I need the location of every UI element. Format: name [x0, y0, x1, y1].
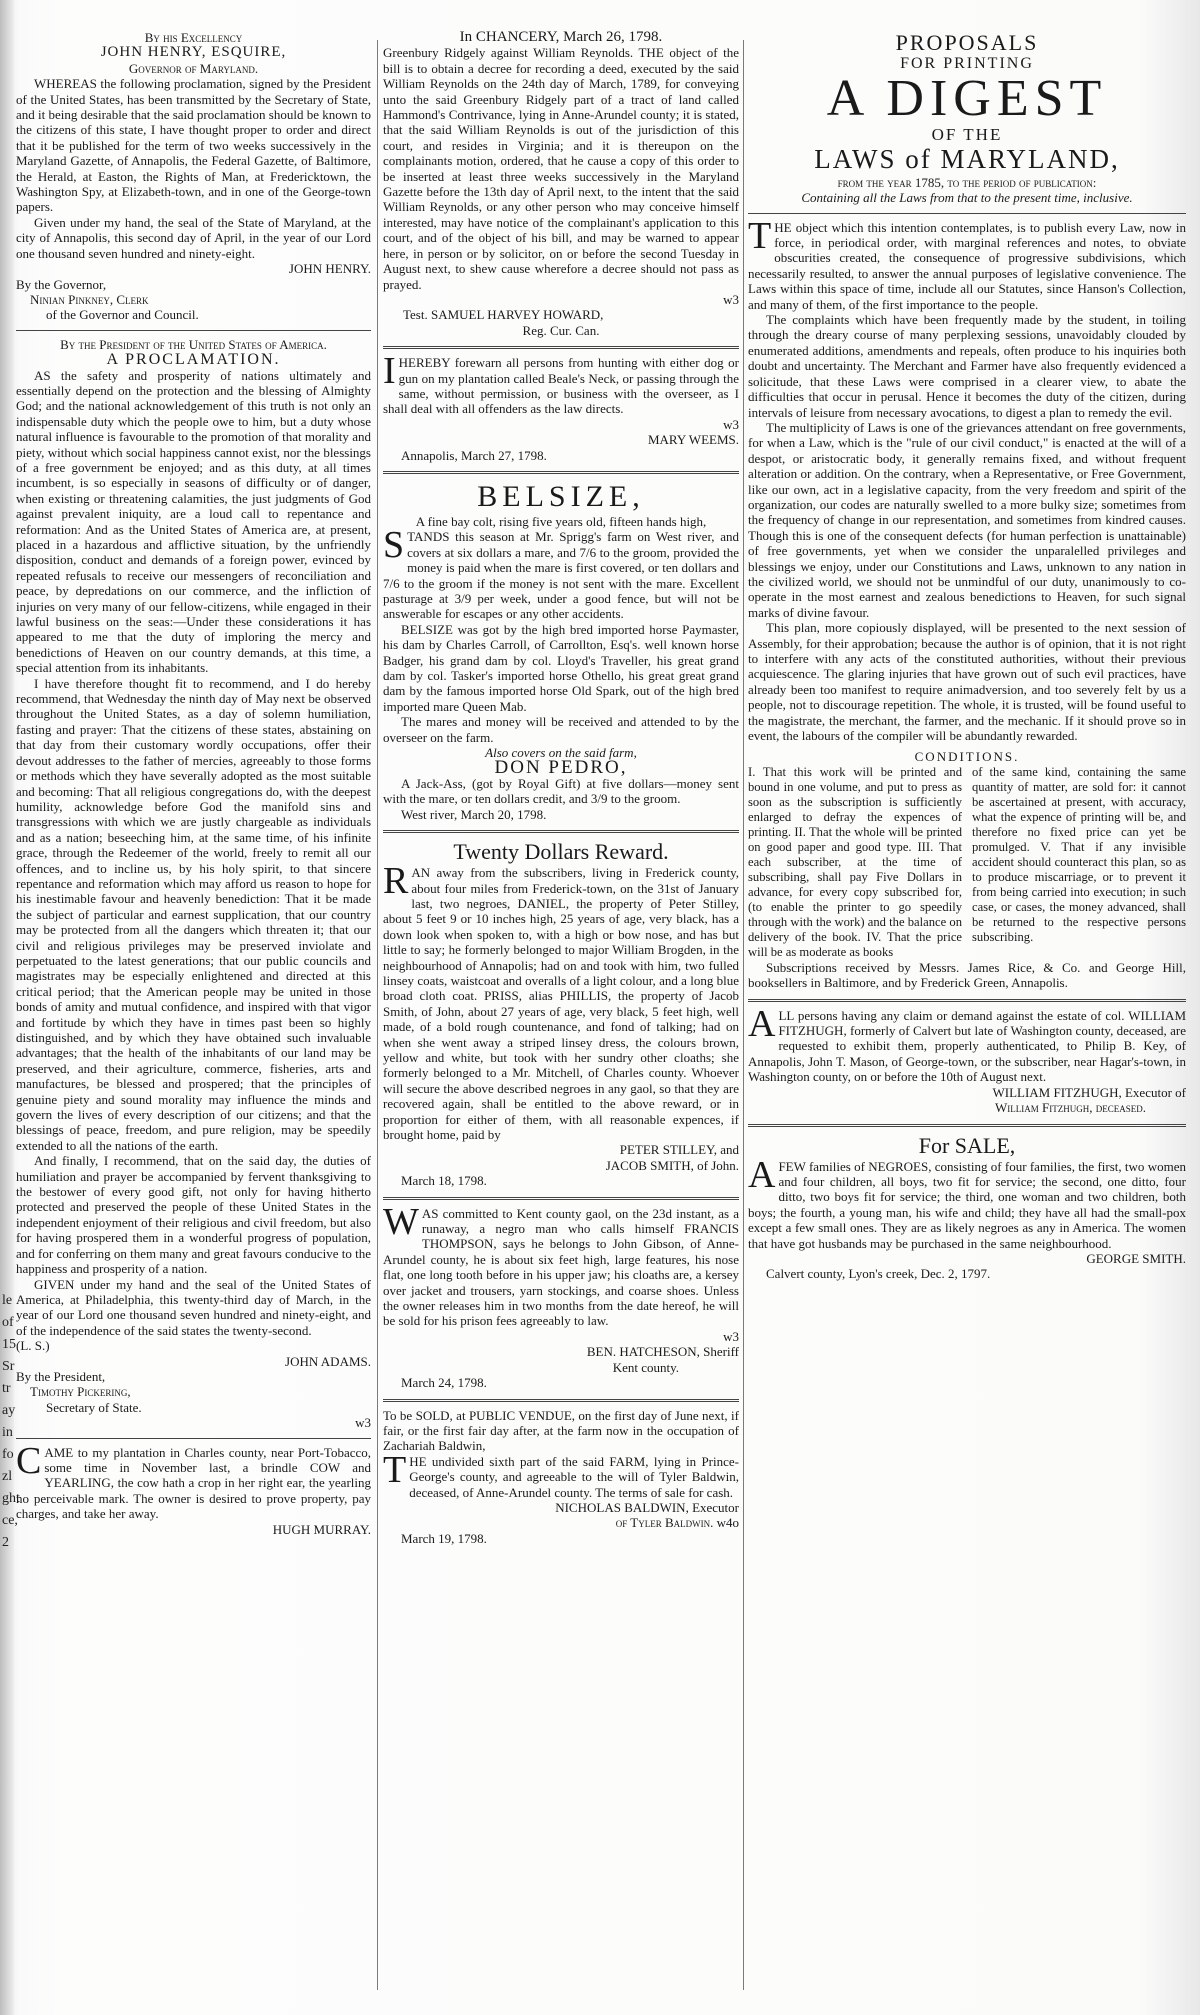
- conditions-left: I. That this work will be printed and bound in one volume, and put to press as soon as the subscription is sufficiently enlarged to defray the expences of printing. II. That the whole will be printed on good paper and good type. III. That each subscriber, at the time of subscribing, shall pay Five Dollars in advance, for every copy subscribed for, (to enable the printer to go speedily through with the work) and the balance on delivery of the book. IV. That the price will be as moderate as books: [748, 764, 962, 959]
- divider: [383, 346, 739, 349]
- paragraph: I have therefore thought fit to recommend, and I do hereby recommend, that Wednesday the ninth day of May next be observed throughout the United States, as a day of solemn humiliation, fasting and prayer: That the citizens of these states, abstaining on that day from their customary wordly occupations, offer their devout addresses to the father of mercies, agreeably to those forms or methods which they have severally adopted as the most suitable and becoming: That all religious congregations do, with the deepest humility, acknowledge before God the manifold sins and transgressions with which we are justly chargeable as individuals and as a nation; beseeching him, at the same time, of his infinite grace, through the Redeemer of the world, freely to remit all our offences, and to incline us, by his holy spirit, to that sincere repentance and reformation which may afford us reason to hope for his inestimable favour and heavenly benediction: That it be made the subject of particular and earnest supplication, that our country may be protected from all the dangers which threaten it; that our civil and religious privileges may be preserved inviolate and perpetuated to the latest generations; that our public councils and magistrates may be especially enlightened and directed at this critical period; that the American people may be united in those bonds of amity and mutual confidence, and inspired with that vigor and fortitude by which they have in times past been so highly distinguished, and by which they have obtained such invaluable advantages; that the health of the inhabitants of our land may be preserved, and their agriculture, commerce, fisheries, arts and manufactures, be blessed and prospered; that the principles of genuine piety and sound morality may influence the minds and govern the lives of every description of our citizens; and that the blessings of peace, freedom, and pure religion, may be speedily extended to all the nations of the earth.: [16, 675, 371, 1153]
- conditions-title: CONDITIONS.: [914, 749, 1020, 765]
- column-2: [383, 30, 739, 1546]
- also-line: Also covers on the said farm,: [485, 745, 637, 761]
- signature: MARY WEEMS.: [647, 432, 739, 448]
- ad-subtitle: A fine bay colt, rising five years old, fifteen hands high,: [415, 513, 707, 529]
- reward-notice: [383, 839, 739, 1189]
- signature: GEORGE SMITH.: [1086, 1250, 1186, 1266]
- divider: [16, 330, 371, 331]
- period-line: from the year 1785, to the period of publication:: [837, 174, 1097, 190]
- maryland-proclamation: [16, 30, 371, 323]
- printer-mark: w3: [723, 291, 739, 307]
- notice-body: CAME to my plantation in Charles county, near Port-Tobacco, some time in November last, a brindle COW and YEARLING, the cow hath a crop in her right ear, the yearling no perceivable mark. The owner is desired to prove property, pay charges, and take her away.: [16, 1439, 371, 1522]
- divider: [383, 1399, 739, 1402]
- attest-line: Secretary of State.: [46, 1399, 142, 1415]
- vendue-notice: [383, 1408, 739, 1547]
- divider: [748, 1124, 1186, 1127]
- printer-mark: w3: [355, 1415, 371, 1431]
- notice-body: AFEW families of NEGROES, consisting of four families, the first, two women and four children, all boys, two fit for service; the second, one ditto, four ditto, two boys fit for service; the third, one woman and two children, both boys; the fourth, a young man, his wife and child; they have all had the small-pox except a few small ones. They are as likely negroes as any in America. The women that have got husbands may be purchased in the same neighbourhood.: [748, 1153, 1186, 1251]
- signature: PETER STILLEY, and: [619, 1142, 739, 1158]
- proclamation-title: A PROCLAMATION.: [106, 351, 281, 369]
- signature: William Fitzhugh, deceased.: [995, 1100, 1146, 1116]
- laws-title: LAWS of MARYLAND,: [814, 143, 1120, 174]
- governor-name: JOHN HENRY, ESQUIRE,: [100, 44, 287, 61]
- signature: JOHN HENRY.: [288, 261, 371, 277]
- conditions-right: of the same kind, containing the same quantity of matter, are sold for: it cannot be ascertained at present, with accuracy, what the expence of printing will be, and therefore no fixed price can yet be promulged. V. That if any invisible accident should counteract this plan, so as to produce miscarriage, or to prevent it from being carried into execution; in such case, or cases, the money advanced, shall be returned to the respective persons subscribing.: [972, 764, 1186, 944]
- weems-notice: [383, 350, 739, 463]
- proclamation-body: WHEREAS the following proclamation, signed by the President of the United States, has been transmitted by the Secretary of State, and it being desirable that the said proclamation should be known to the citizens of this state, I have thought proper to order and direct that it be published for the term of two weeks successively in the Maryland Gazette, of Annapolis, the Federal Gazette, of Baltimore, the Herald, at Easton, the Rights of Man, at Fredericktown, the Washington Spy, at Elizabeth-town, and in one of the George-town papers.: [16, 76, 371, 215]
- paragraph: A Jack-Ass, (got by Royal Gift) at five dollars—money sent with the mare, or ten dollars credit, and 3/9 to the groom.: [383, 775, 739, 807]
- stray-cow-notice: [16, 1439, 371, 1537]
- test-label: Test.: [403, 307, 428, 323]
- signature: NICHOLAS BALDWIN, Executor: [555, 1499, 739, 1515]
- signature: SAMUEL HARVEY HOWARD,: [430, 307, 604, 323]
- paragraph: The mares and money will be received and attended to by the overseer on the farm.: [383, 714, 739, 745]
- proposals-subtitle: FOR PRINTING: [900, 55, 1034, 72]
- pedro-title: DON PEDRO,: [494, 757, 628, 779]
- printer-mark: w4o: [716, 1515, 739, 1531]
- notice-body: WAS committed to Kent county gaol, on the 23d instant, as a runaway, a negro man who calls himself FRANCIS THOMPSON, says he belongs to John Gibson, of Anne-Arundel county, he is about six feet high, large features, his nose flat, one long tooth before in his upper jaw; his cloaths are, a kersey over jacket and trousers, yarn stockings, and coarse shoes. Unless the owner releases him in two months from the date hereof, he will be sold for his prison fees agreeably to law.: [383, 1200, 739, 1329]
- paragraph: And finally, I recommend, that on the said day, the duties of humiliation and prayer be accompanied by fervent thanksgiving to the bestower of every good gift, not only for having hitherto protected and preserved the people of these United States in the independent enjoyment of their religious and civil freedom, but also for having prospered them in a wonderful progress of population, and for conferring on them many and great favours conducive to the happiness and prosperity of a nation.: [16, 1153, 371, 1277]
- fitzhugh-notice: [748, 1002, 1186, 1116]
- ad-title: BELSIZE,: [477, 479, 645, 513]
- subscriptions-line: Subscriptions received by Messrs. James Rice, & Co. and George Hill, booksellers in Baltimore, and by Frederick Green, Annapolis.: [748, 959, 1186, 991]
- attest-line: Ninian Pinkney, Clerk: [30, 291, 149, 307]
- dateline: Calvert county, Lyon's creek, Dec. 2, 1797.: [766, 1266, 991, 1282]
- dateline: Annapolis, March 27, 1798.: [401, 447, 547, 463]
- column-3: [748, 30, 1186, 1282]
- notice-body: ALL persons having any claim or demand against the estate of col. WILLIAM FITZHUGH, formerly of Calvert but late of Washington county, deceased, are requested to exhibit them, properly authenticated, to Philip B. Key, of Annapolis, John T. Mason, of George-town, or the subscriber, near Hagar's-town, in Washington county, on or before the 10th of August next.: [748, 1002, 1186, 1085]
- gaol-notice: [383, 1200, 739, 1391]
- paragraph: This plan, more copiously displayed, will be presented to the next session of Assembly, for their approbation; because the author is of opinion, that it is not right to interfere with any acts of the constituted authorities, without their previous acquiescence. The glaring injuries that have grown out of such evil practices, have already been too manifest to require animadversion, and too severely felt by us a people, not to discourage repetition. The whole, it is trusted, will be found useful to the magistrate, the merchant, the farmer, and the mechanic. If it should prove so in event, the labours of the compiler will be abundantly rewarded.: [748, 620, 1186, 744]
- divider: [748, 999, 1186, 1002]
- notice-body: Greenbury Ridgely against William Reynolds. THE object of the bill is to obtain a decree for recording a deed, executed by the said William Reynolds on the 24th day of March, 1789, for conveying unto the said Greenbury Ridgely part of a tract of land called Hammond's Contrivance, lying in Anne-Arundel county; it is stated, that the said William Reynolds is out of the jurisdiction of this court, and resides in Virginia; and it is thereupon on the complainants motion, ordered, that he cause a copy of this order to be inserted at least three weeks successively in the Maryland Gazette before the 13th day of April next, to the intent that the said William Reynolds, or any other person who may conceive himself interested, may have notice of the complainant's application to this court, and of the object of his bill, and may be warned to appear here, in person or by solicitor, on or before the second Tuesday in August next, to shew cause wherefore a decree should not pass as prayed.: [383, 45, 739, 292]
- seal: (L. S.): [16, 1338, 50, 1354]
- signature: JACOB SMITH, of John.: [605, 1157, 739, 1173]
- paragraph: To be SOLD, at PUBLIC VENDUE, on the first day of June next, if fair, or the first fair day after, at the farm now in the occupation of Zachariah Baldwin,: [383, 1407, 739, 1454]
- paragraph: AS the safety and prosperity of nations ultimately and essentially depend on the protection and the blessing of Almighty God; and the national acknowledgement of this truth is not only an indispensable duty which the people owe to him, but a duty whose natural influence is favourable to the promotion of that morality and piety, without which social happiness cannot exist, nor the blessings of a free government be enjoyed; and as this duty, at all times incumbent, is so especially in seasons of difficulty or of danger, when existing or threatening calamities, the just judgments of God against prevalent iniquity, are a loud call to repentance and reformation: And as the United States of America are, at present, placed in a hazardous and afflictive situation, by the unfriendly disposition, conduct and demands of a foreign power, evinced by repeated refusals to receive our messengers of reconciliation and peace, by depredations on our commerce, and the infliction of injuries on very many of our fellow-citizens, while engaged in their lawful business on the seas:—Under these considerations it has appeared to me that the duty of imploring the mercy and benedictions of Heaven on our country demands, at this time, a special attention from its inhabitants.: [16, 367, 371, 676]
- dateline: West river, March 20, 1798.: [401, 806, 547, 822]
- proposals-advertisement: [748, 30, 1186, 991]
- divider: [16, 1438, 371, 1439]
- proposals-title: PROPOSALS: [895, 30, 1039, 55]
- dateline: March 19, 1798.: [401, 1530, 487, 1546]
- paragraph: The complaints which have been frequently made by the student, in toiling through the dreary course of many perplexing sessions, unavoidably clouded by enumerated additions, amendments and repeals, often produce to his inquiries both doubt and uncertainty. The Merchant and Farmer have also frequently evidenced a solicitude, that these Laws were comprised in a clearer view, to abate the difficulties that occur in perusal. Hence it becomes the duty of the citizen, during intervals of leisure from necessary avocations, to digest a plan to remedy the evil.: [748, 312, 1186, 420]
- reward-title: Twenty Dollars Reward.: [453, 839, 669, 865]
- signature: BEN. HATCHESON, Sheriff: [586, 1344, 739, 1360]
- paragraph: THE undivided sixth part of the said FARM, lying in Prince-George's county, and agreeable to the will of Tyler Baldwin, deceased, of Anne-Arundel county. The terms of sale for cash.: [383, 1448, 739, 1500]
- notice-body: IHEREBY forewarn all persons from hunting with either dog or gun on my plantation called Beale's Neck, or passing through the same, without permission, or business with the overseer, as I shall deal with all offenders as the law directs.: [383, 350, 739, 417]
- attest-line: Timothy Pickering,: [30, 1384, 131, 1400]
- of-the-line: OF THE: [931, 125, 1003, 145]
- printer-mark: w3: [723, 1328, 739, 1344]
- divider: [383, 830, 739, 833]
- dateline: March 18, 1798.: [401, 1173, 487, 1189]
- divider: [383, 471, 739, 474]
- signature-role: Kent county.: [612, 1359, 679, 1375]
- governor-title: Governor of Maryland.: [128, 60, 259, 76]
- digest-title: A DIGEST: [826, 70, 1108, 128]
- contents-line: Containing all the Laws from that to the present time, inclusive.: [801, 190, 1133, 206]
- sale-notice: [748, 1133, 1186, 1282]
- conditions-columns: [748, 765, 1186, 960]
- signature: HUGH MURRAY.: [272, 1521, 371, 1537]
- divider: [748, 213, 1186, 214]
- printer-mark: w3: [723, 416, 739, 432]
- binding-gutter: [0, 0, 20, 2015]
- paragraph: STANDS this season at Mr. Sprigg's farm on West river, and covers at six dollars a mare, and 7/6 to the groom, provided the money is paid when the mare is first covered, or ten dollars and 7/6 to the groom if the money is not sent with the mare. Excellent pasturage at 3/9 per week, under a good fence, but will not be answerable for escapes or any other accidents.: [383, 524, 739, 622]
- column-rule: [377, 40, 378, 1990]
- paragraph: THE object which this intention contemplates, is to publish every Law, now in force, in periodical order, with marginal references and notes, to obviate obscurities created, the consequence of progressive subdivisions, which necessarily resulted, to answer the annual purposes of legislative convenience. The Laws within this space of time, include all our Statutes, since Hanson's Collection, and many of them, of the first importance to the people.: [748, 214, 1186, 312]
- given-clause: Given under my hand, the seal of the State of Maryland, at the city of Annapolis, this second day of April, in the year of our Lord one thousand seven hundred and ninety-eight.: [16, 214, 371, 261]
- byline: By the President of the United States of America.: [60, 336, 327, 352]
- column-rule: [743, 40, 744, 1990]
- signature: of Tyler Baldwin.: [615, 1515, 714, 1531]
- belsize-advertisement: [383, 480, 739, 822]
- signature: JOHN ADAMS.: [285, 1353, 371, 1369]
- us-proclamation: [16, 337, 371, 1431]
- attest-line: By the President,: [16, 1368, 106, 1384]
- paragraph: BELSIZE was got by the high bred imported horse Paymaster, his dam by Charles Carroll, of Carrollton, Esq's. well known horse Badger, his grand dam by col. Lloyd's Traveller, his great grand dam by col. Tasker's imported horse Othello, his great great grand dam by the famous imported horse Old Spark, out of the high bred imported mare Queen Mab.: [383, 621, 739, 714]
- column-1: [16, 30, 371, 1537]
- attest-line: of the Governor and Council.: [46, 307, 199, 323]
- divider: [383, 1197, 739, 1200]
- given-clause: GIVEN under my hand and the seal of the United States of America, at Philadelphia, this twenty-third day of March, in the year of our Lord one thousand seven hundred and ninety-eight, and of the independence of the said states the twenty-second.: [16, 1276, 371, 1338]
- notice-body: RAN away from the subscribers, living in Frederick county, about four miles from Frederick-town, on the 31st of January last, two negroes, DANIEL, the property of Peter Stilley, about 5 feet 9 or 10 inches high, 25 years of age, very black, has a down look when spoken to, with a high or bow nose, and has but little to say; he formerly belonged to major William Brogden, in the neighbourhood of Annapolis; had on and took with him, two fulled linsey coats, waistcoat and overalls of a light colour, and a long blue broad cloth coat. PRISS, alias PHILLIS, the property of Jacob Smith, of John, about 27 years of age, very black, 5 feet high, well made, of a bold rough countenance, and fond of talking; had on when she went away a striped linsey dress, the colours brown, yellow and white, but took with her sundry other cloaths; she formerly belonged to a Mr. Mitchell, of Charles county. Whoever will secure the above described negroes in any gaol, so that they are recovered again, shall be entitled to the above reward, or in proportion for either of them, with all reasonable expences, if brought home, paid by: [383, 860, 739, 1142]
- margin-fragment: le of 15 Sr tr ay in fo zl ght ce, 2: [2, 1293, 20, 1550]
- chancery-notice: [383, 30, 739, 338]
- sale-title: For SALE,: [918, 1132, 1016, 1158]
- signature: WILLIAM FITZHUGH, Executor of: [992, 1084, 1186, 1100]
- paragraph: The multiplicity of Laws is one of the grievances attendant on free governments, for when a Law, which is the "rule of our civil conduct," is enacted at the will of a despot, or aristocratic body, it generally remains fixed, and without frequent alteration or addition. On the contrary, when a Representative, or Free Government, like our own, act in a legislative capacity, from the very freedom and spirit of the organization, our codes are naturally swelled to a more bulky size; sometimes from the frequency of change in our representation, and sometimes from kindred causes. Though this is one of the consequent defects (for human perfection is unattainable) of free governments, yet when we consider the unparalelled privileges and blessings we enjoy, under our Constitutions and Laws, unknown to any nation in the civilized world, we should not be unmindful of our duty, unanimously to co-operate in the most earnest and zealous benedictions to Heaven, for such signal marks of divine favour.: [748, 419, 1186, 620]
- dateline: March 24, 1798.: [401, 1375, 487, 1391]
- notice-head: In CHANCERY, March 26, 1798.: [459, 29, 663, 45]
- attest-line: By the Governor,: [16, 276, 107, 292]
- signature-role: Reg. Cur. Can.: [522, 322, 600, 338]
- byline: By his Excellency: [144, 30, 243, 45]
